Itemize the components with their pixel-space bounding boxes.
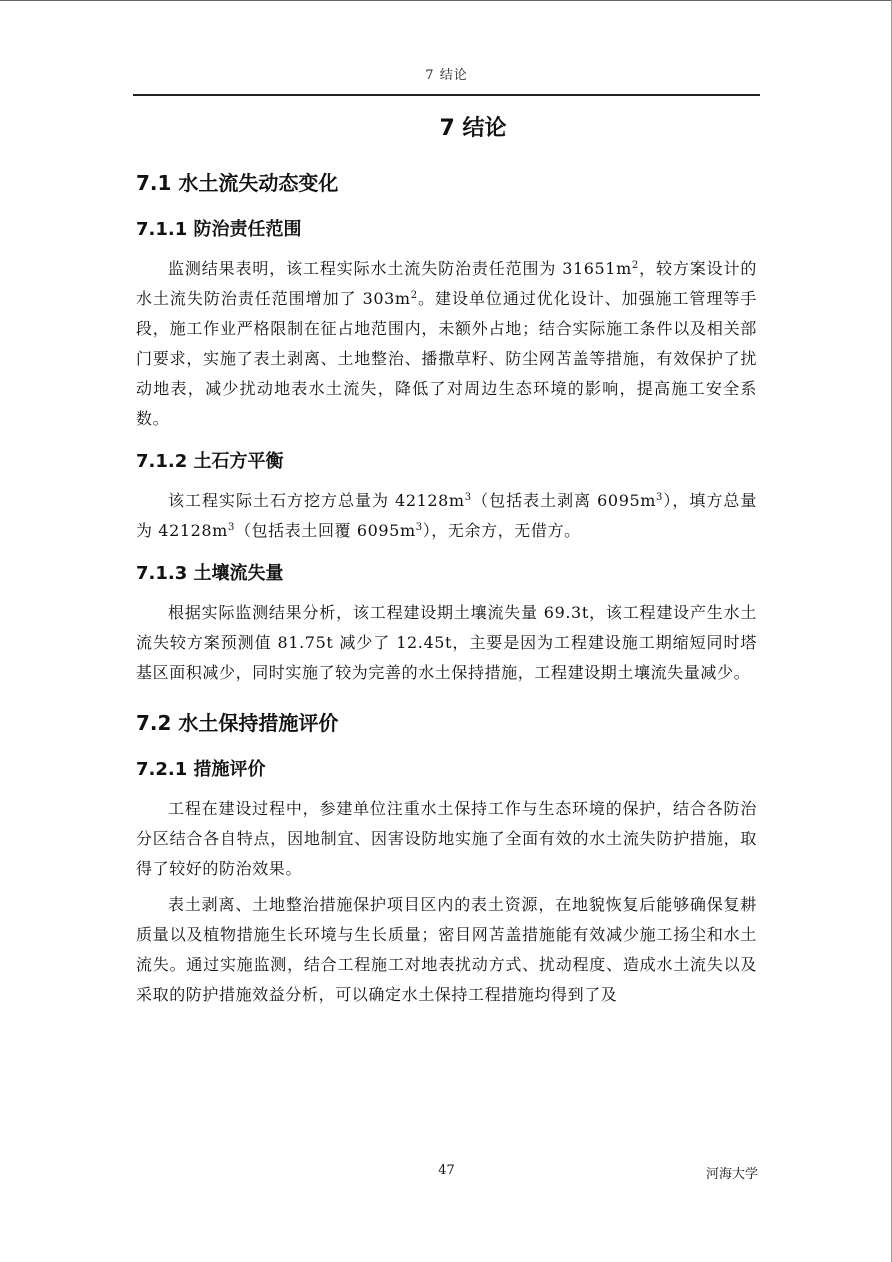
section-heading-7-2: 7.2 水土保持措施评价 <box>136 711 339 735</box>
paragraph-soil-loss: 根据实际监测结果分析，该工程建设期土壤流失量 69.3t，该工程建设产生水土流失较方案预测值 81.75t 减少了 12.45t，主要是因为工程建设施工期缩短同时塔基区面积减少，同时实施了较为完善的水土保持措施，工程建设期土壤流失量减少。 <box>136 603 757 682</box>
paragraph-responsibility-scope: 监测结果表明，该工程实际水土流失防治责任范围为 $31651m^2$，较方案设计的水土流失防治责任范围增加了 $303m^2$。建设单位通过优化设计、加强施工管理等手段，施工作业严格限制在征占地范围内，未额外占地；结合实际施工条件以及相关部门要求，实施了表土剥离、土地整治、播撒草籽、防尘网苫盖等措施，有效保护了扰动地表，减少扰动地表水土流失，降低了对周边生态环境的影响，提高施工安全系数。 <box>136 259 757 428</box>
running-header: 7 结论 <box>425 68 468 83</box>
footer-university: 河海大学 <box>705 1167 758 1182</box>
paragraph-measure-evaluation-1: 工程在建设过程中，参建单位注重水土保持工作与生态环境的保护，结合各防治分区结合各自特点，因地制宜、因害设防地实施了全面有效的水土流失防护措施，取得了较好的防治效果。 <box>136 799 757 878</box>
section-heading-7-1: 7.1 水土流失动态变化 <box>136 171 339 195</box>
page-top-border <box>0 0 892 1</box>
subsection-heading-7-2-1: 7.2.1 措施评价 <box>136 759 266 780</box>
paragraph-measure-evaluation-2: 表土剥离、土地整治措施保护项目区内的表土资源，在地貌恢复后能够确保复耕质量以及植物措施生长环境与生长质量；密目网苫盖措施能有效减少施工扬尘和水土流失。通过实施监测，结合工程施工对地表扰动方式、扰动程度、造成水土流失以及采取的防护措施效益分析，可以确定水土保持工程措施均得到了及 <box>136 895 757 1004</box>
paragraph-earthwork-balance: 该工程实际土石方挖方总量为 $42128m^3$（包括表土剥离 $6095m^3$），填方总量为 $42128m^3$（包括表土回覆 $6095m^3$），无余方，无借方。 <box>136 491 757 540</box>
subsection-heading-7-1-1: 7.1.1 防治责任范围 <box>136 219 302 240</box>
page-number: 47 <box>438 1163 455 1178</box>
chapter-title: 7 结论 <box>439 116 507 141</box>
header-rule <box>133 94 760 96</box>
subsection-heading-7-1-2: 7.1.2 土石方平衡 <box>136 451 284 472</box>
page-body <box>136 164 757 1010</box>
subsection-heading-7-1-3: 7.1.3 土壤流失量 <box>136 563 284 584</box>
